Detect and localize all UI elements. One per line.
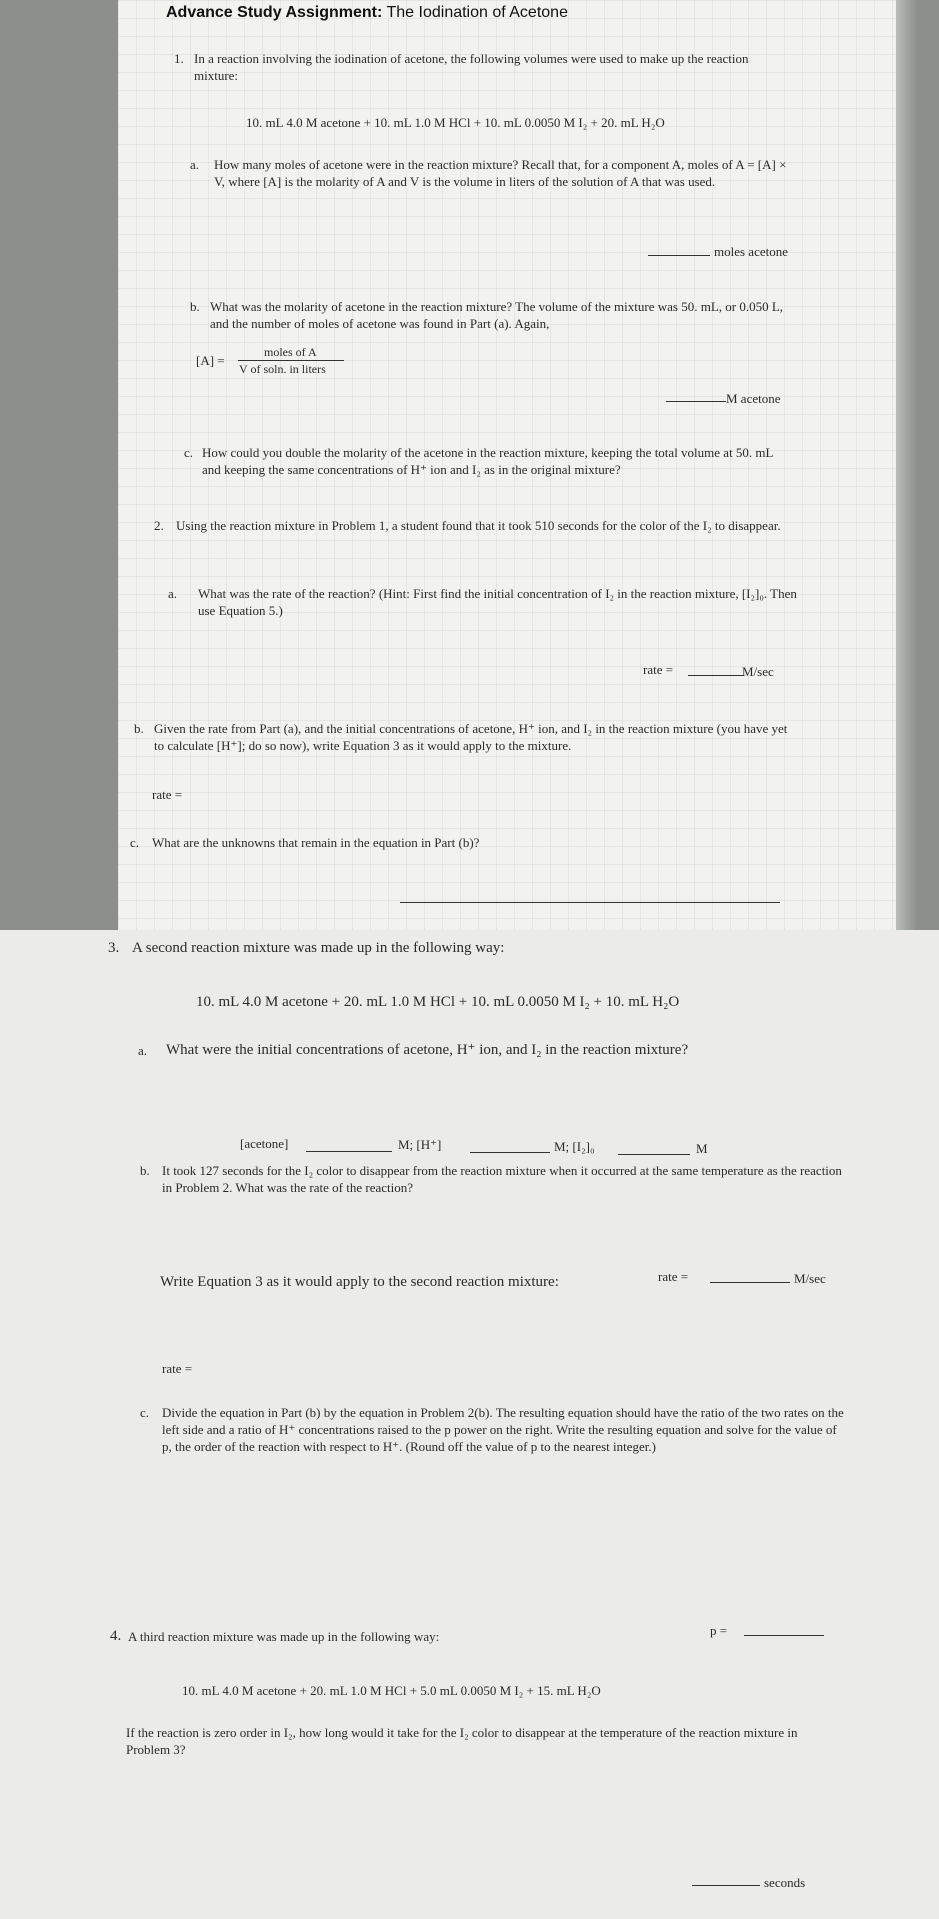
worksheet-page-2 (0, 930, 939, 1919)
q2c-text: What are the unknowns that remain in the equation in Part (b)? (152, 835, 480, 850)
molarity-formula-left: [A] = (196, 353, 225, 368)
q4-mixture: 10. mL 4.0 M acetone + 20. mL 1.0 M HCl + 5.0 mL 0.0050 M I₂ + 15. mL H₂O (182, 1683, 601, 1698)
q3c-text: Divide the equation in Part (b) by the equation in Problem 2(b). The resulting equation should have the ratio of the two rates on the left side and a ratio of H⁺ concentrations raised to the p power on the right. Write the resulting equation and solve for the value of p, the order of the reaction with respect to H⁺. (Round off the value of p to the nearest integer.) (162, 1405, 844, 1454)
h-ion-label: M; [H⁺] (398, 1137, 442, 1152)
q4-answer-unit: seconds (764, 1875, 806, 1890)
q4-question: If the reaction is zero order in I₂, how long would it take for the I₂ color to disappear at the temperature of the reaction mixture in Problem 3? (126, 1725, 798, 1757)
q2c-answer-blank[interactable] (400, 902, 780, 903)
q2a-label: a. (168, 586, 178, 601)
q3-text: A second reaction mixture was made up in the following way: (132, 940, 505, 956)
q3b-rate-label: rate = (658, 1269, 689, 1284)
q1-text: In a reaction involving the iodination of acetone, the following volumes were used to make up the reaction mixture: (194, 51, 749, 83)
q2b-text: Given the rate from Part (a), and the initial concentrations of acetone, H⁺ ion, and I₂ in the reaction mixture (you have yet to calculate [H⁺]; do so now), write Equation 3 as it would apply to the mixture. (154, 721, 788, 753)
acetone-label: [acetone] (240, 1136, 289, 1151)
worksheet-page-1 (118, 0, 918, 935)
page-title: Advance Study Assignment: The Iodination of Acetone (166, 4, 568, 21)
q3b-rate2-label: rate = (162, 1361, 193, 1376)
q3b-rate-blank[interactable] (710, 1282, 790, 1283)
q3a-text: What were the initial concentrations of acetone, H⁺ ion, and I₂ in the reaction mixture? (166, 1042, 689, 1058)
q2a-rate-blank[interactable] (688, 675, 744, 676)
q3b-rate-unit: M/sec (794, 1271, 826, 1286)
q1a-answer-unit: moles acetone (714, 244, 788, 259)
h-ion-blank[interactable] (470, 1152, 550, 1153)
q1-number: 1. (174, 51, 184, 66)
q3a-label: a. (138, 1043, 148, 1058)
q2a-rate-unit: M/sec (742, 664, 774, 679)
q2-number: 2. (154, 518, 164, 533)
q1b-answer-blank[interactable] (666, 401, 726, 402)
q2c-label: c. (130, 835, 140, 850)
q1b-text: What was the molarity of acetone in the reaction mixture? The volume of the mixture was 50. mL, or 0.050 L, and the number of moles of acetone was found in Part (a). Again, (210, 299, 784, 331)
q3c-p-label: p = (710, 1623, 728, 1638)
q3-number: 3. (108, 940, 120, 956)
q1-mixture: 10. mL 4.0 M acetone + 10. mL 1.0 M HCl + 10. mL 0.0050 M I₂ + 20. mL H₂O (246, 115, 665, 130)
q1b-answer-unit: M acetone (726, 391, 781, 406)
q2b-label: b. (134, 721, 144, 736)
q1b-label: b. (190, 299, 200, 314)
iodine-blank[interactable] (618, 1154, 690, 1155)
q3c-label: c. (140, 1405, 150, 1420)
q3b-label: b. (140, 1163, 150, 1178)
page-edge (896, 0, 918, 935)
iodine-label: M; [I₂]₀ (554, 1139, 595, 1154)
q3c-p-blank[interactable] (744, 1635, 824, 1636)
q3-mixture: 10. mL 4.0 M acetone + 20. mL 1.0 M HCl + 10. mL 0.0050 M I₂ + 10. mL H₂O (196, 994, 680, 1010)
q1c-text: How could you double the molarity of the acetone in the reaction mixture, keeping the total volume at 50. mL and keeping the same concentrations of H⁺ ion and I₂ as in the original mixture? (202, 445, 773, 477)
q1a-label: a. (190, 157, 200, 172)
q4-text: A third reaction mixture was made up in the following way: (128, 1629, 440, 1644)
q4-answer-blank[interactable] (692, 1885, 760, 1886)
q2a-text: What was the rate of the reaction? (Hint: First find the initial concentration of I₂ in the reaction mixture, [I₂]₀. Then use Equation 5.) (198, 586, 797, 618)
q4-number: 4. (110, 1628, 122, 1644)
formula-denominator: V of soln. in liters (239, 362, 326, 376)
formula-numerator: moles of A (264, 345, 317, 359)
q3b-text: It took 127 seconds for the I₂ color to disappear from the reaction mixture when it occurred at the same temperature as the reaction in Problem 2. What was the rate of the reaction? (162, 1163, 842, 1195)
q1a-answer-blank[interactable] (648, 255, 710, 256)
q2a-rate-label: rate = (643, 662, 674, 677)
q2b-rate-label: rate = (152, 787, 183, 802)
q1a-text: How many moles of acetone were in the reaction mixture? Recall that, for a component A, moles of A = [A] × V, where [A] is the molarity of A and V is the volume in liters of the solution of A that was used. (214, 157, 787, 189)
molar-unit: M (696, 1141, 708, 1156)
q2-text: Using the reaction mixture in Problem 1, a student found that it took 510 seconds for the color of the I₂ to disappear. (176, 518, 781, 533)
q1c-label: c. (184, 445, 194, 460)
q3b-write-text: Write Equation 3 as it would apply to the second reaction mixture: (160, 1274, 559, 1290)
acetone-blank[interactable] (306, 1151, 392, 1152)
